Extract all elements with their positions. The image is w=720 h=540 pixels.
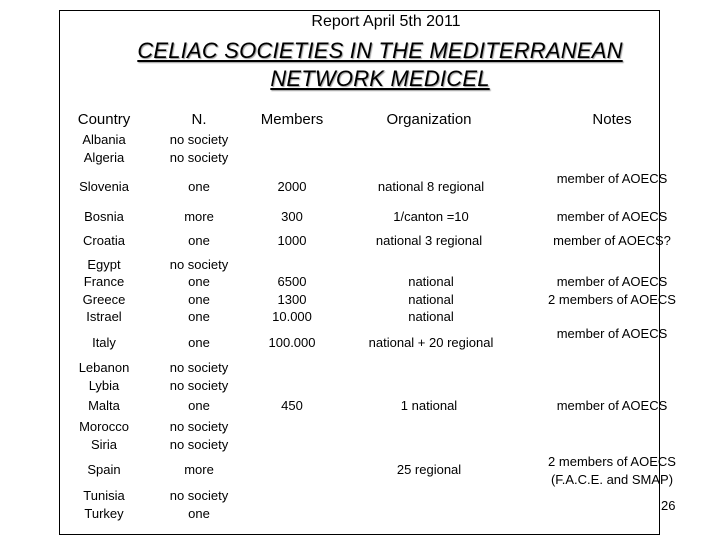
page-title-line1: CELIAC SOCIETIES IN THE MEDITERRANEAN [137,38,623,63]
table-cell-organization: 25 regional [396,462,462,477]
table-cell-members: 100.000 [268,335,316,350]
table-cell-members: 2000 [277,179,307,194]
table-cell-notes: member of AOECS 2 members of AOECS [548,274,676,307]
table-cell-country: Bosnia [84,209,124,224]
table-cell-country: Italy [92,335,116,350]
table-cell-country: Morocco Siria [79,419,129,452]
table-cell-country: Malta [88,398,120,413]
table-cell-organization: 1/canton =10 [393,209,469,224]
table-cell-n: more [184,462,214,477]
header-country: Country [77,111,131,128]
table-cell-notes: member of AOECS [556,398,668,413]
table-cell-n: no society no society [169,360,229,393]
table-cell-n: one one one [188,274,210,324]
page-number: 26 [661,498,676,513]
table-cell-n: no society no society [169,132,229,165]
table-cell-organization: 1 national [400,398,458,413]
table-cell-country: Egypt [87,257,121,272]
table-cell-country: Slovenia [79,179,129,194]
table-cell-n: one [188,179,210,194]
table-cell-n: one [188,335,210,350]
table-cell-country: France Greece Istrael [82,274,126,324]
table-cell-n: no society [169,257,229,272]
table-cell-country: Albania Algeria [82,132,126,165]
table-cell-members: 300 [281,209,303,224]
table-cell-n: no society one [169,488,229,521]
table-cell-organization: national + 20 regional [368,335,494,350]
table-cell-notes: member of AOECS? [553,233,671,248]
table-cell-n: one [188,398,210,413]
table-cell-country: Spain [87,462,121,477]
table-cell-members: 6500 1300 10.000 [272,274,312,324]
page-title-line2: NETWORK MEDICEL [270,66,490,91]
table-cell-country: Tunisia Turkey [83,488,125,521]
table-cell-organization: national national national [408,274,454,324]
header-organization: Organization [386,111,472,128]
header-members: Members [260,111,324,128]
table-cell-n: no society no society [169,419,229,452]
table-cell-country: Lebanon Lybia [78,360,130,393]
report-date: Report April 5th 2011 [311,13,461,30]
table-cell-country: Croatia [83,233,125,248]
header-notes: Notes [592,111,632,128]
table-cell-organization: national 3 regional [375,233,483,248]
table-cell-members: 1000 [277,233,307,248]
header-n: N. [191,111,207,128]
table-cell-notes: 2 members of AOECS (F.A.C.E. and SMAP) [548,454,676,487]
table-cell-notes: member of AOECS [556,326,668,341]
table-cell-n: one [188,233,210,248]
table-cell-organization: national 8 regional [377,179,485,194]
table-cell-notes: member of AOECS [556,209,668,224]
table-cell-members: 450 [281,398,303,413]
table-cell-notes: member of AOECS [556,171,668,186]
table-cell-n: more [184,209,214,224]
